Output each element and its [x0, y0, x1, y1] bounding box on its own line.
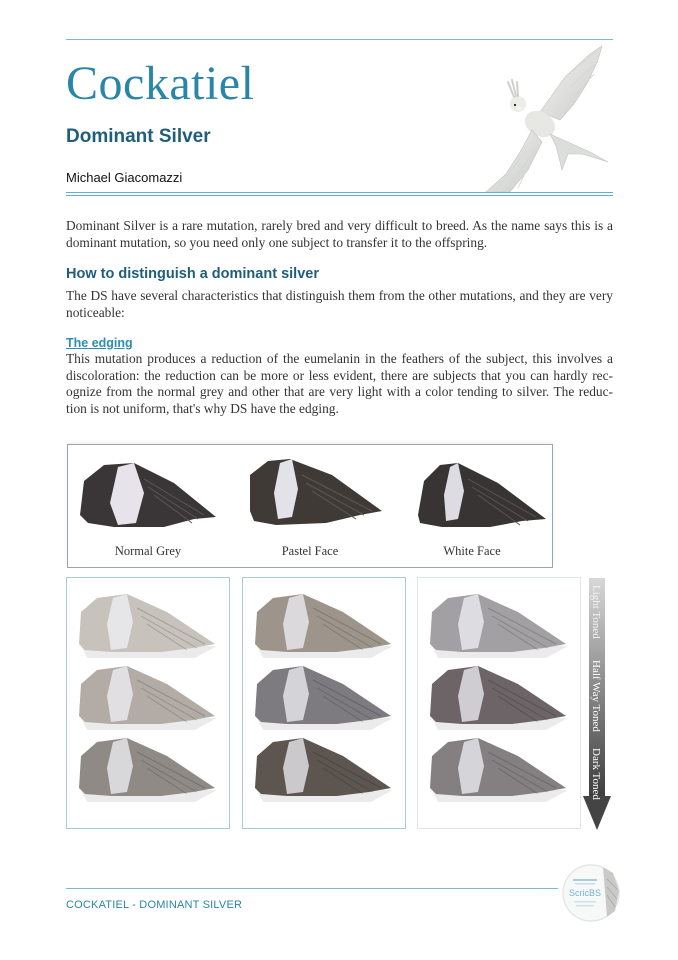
tone-wing-image [75, 732, 221, 804]
half-way-toned-column [242, 577, 406, 829]
tone-wing-image [251, 660, 397, 732]
subsection-heading: The edging [66, 336, 133, 350]
section-heading: How to distinguish a dominant silver [66, 266, 319, 282]
dark-toned-column [417, 577, 581, 829]
document-subtitle: Dominant Silver [66, 126, 211, 147]
wing-body [430, 738, 566, 796]
wing-body [79, 666, 215, 724]
tone-wing-image [75, 660, 221, 732]
wing-normal-grey [68, 445, 228, 567]
scale-label-light: Light Toned [590, 585, 602, 639]
tone-wing-image [426, 660, 572, 732]
tone-wing-image [426, 732, 572, 804]
tone-wing-image [251, 732, 397, 804]
author-name: Michael Giacomazzi [66, 170, 183, 185]
wing-pastel-face [230, 445, 390, 567]
wing-image [236, 453, 386, 533]
wing-image [398, 453, 548, 533]
cockatiel-illustration [470, 42, 620, 194]
logo-text: ScricBS [568, 888, 602, 898]
wing-body [430, 594, 566, 652]
tone-wing-image [251, 588, 397, 660]
scricbs-logo [559, 861, 625, 923]
scale-label-half: Half Way Toned [590, 660, 602, 732]
tone-wing-image [426, 588, 572, 660]
document-title: Cockatiel [66, 57, 255, 110]
wing-body [255, 738, 391, 796]
intro-paragraph: Dominant Silver is a rare mutation, rarely bred and very difficult to breed. As the name says this is a dominant mutation, so you need only one subject to transfer it to the offspring. [66, 218, 613, 250]
wing-white-face [392, 445, 552, 567]
reference-wings-panel [67, 444, 553, 568]
light-toned-column [66, 577, 230, 829]
header-double-rule [66, 192, 613, 196]
section-paragraph: The DS have several characteristics that distinguish them from the other mutations, and they are very noticeable: [66, 288, 613, 320]
top-rule [66, 39, 613, 40]
footer-text: COCKATIEL - DOMINANT SILVER [66, 899, 243, 911]
wing-body [79, 738, 215, 796]
wing-label: White Face [443, 544, 501, 558]
footer-rule [66, 888, 558, 889]
wing-body [430, 666, 566, 724]
wing-body [255, 666, 391, 724]
wing-image [74, 453, 224, 533]
scale-label-dark: Dark Toned [590, 748, 602, 800]
tone-wing-image [75, 588, 221, 660]
subsection-paragraph: This mutation produces a reduction of the eumelanin in the feathers of the subject, this involves a discoloration: the reduction can be more or less evident, there are subjects that you can hardly rec-ognize from the normal grey and other that are very light with a color tending to silver. The reduc-tion is not uniform, that's why DS have the edging. [66, 351, 613, 416]
wing-body [255, 594, 391, 652]
wing-body [79, 594, 215, 652]
wing-label: Pastel Face [281, 544, 339, 558]
wing-label: Normal Grey [114, 544, 182, 558]
